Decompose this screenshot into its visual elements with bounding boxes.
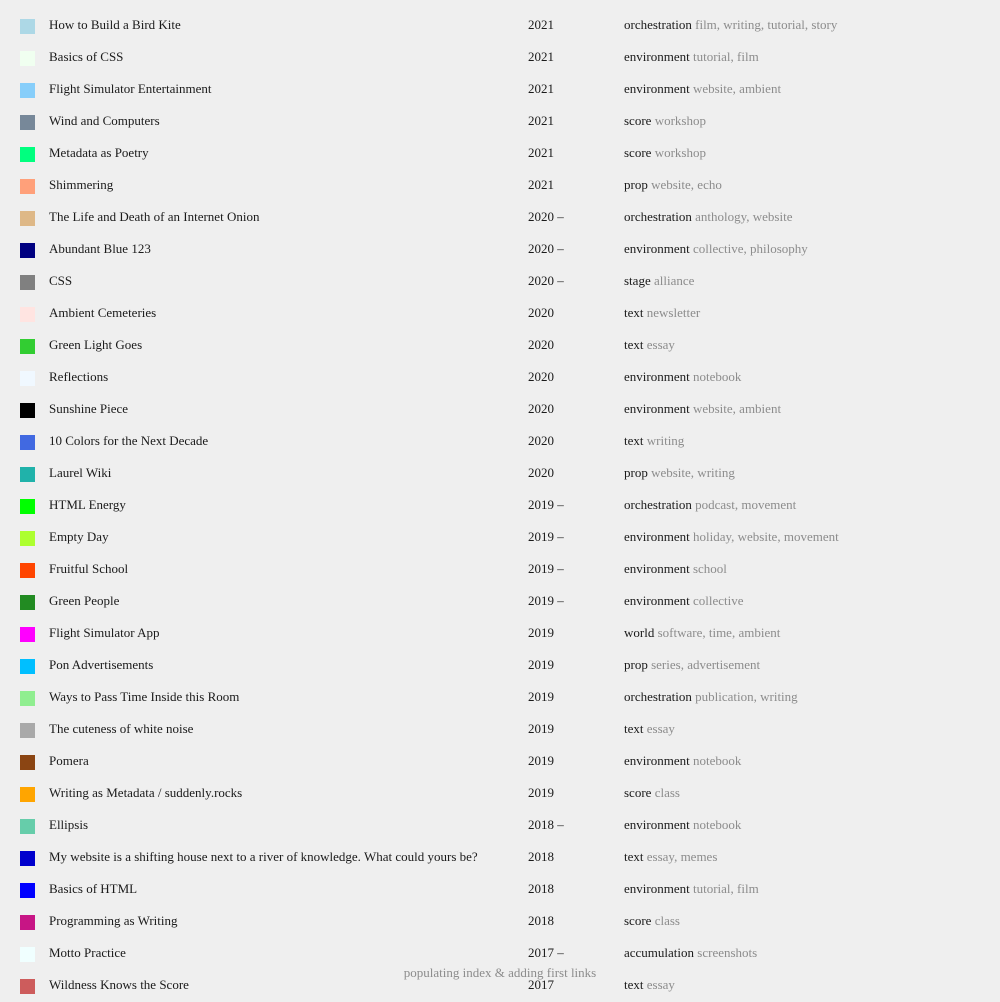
project-subtags: film, writing, tutorial, story <box>695 17 838 32</box>
color-swatch <box>20 691 35 706</box>
project-tags <box>624 913 680 929</box>
index-row[interactable] <box>0 330 1000 362</box>
color-swatch <box>20 627 35 642</box>
project-year: 2021 <box>528 17 554 32</box>
project-category: environment <box>624 49 690 64</box>
project-tags <box>624 785 680 801</box>
project-tags <box>624 657 760 673</box>
project-year: 2019 – <box>528 561 564 576</box>
project-category: prop <box>624 465 648 480</box>
project-tags <box>624 753 741 769</box>
project-year: 2019 – <box>528 593 564 608</box>
project-category: environment <box>624 81 690 96</box>
project-title-link[interactable]: Green People <box>49 593 120 608</box>
project-year: 2020 <box>528 369 554 384</box>
index-row[interactable] <box>0 74 1000 106</box>
index-row[interactable] <box>0 842 1000 874</box>
index-row[interactable] <box>0 554 1000 586</box>
project-title-link[interactable]: Abundant Blue 123 <box>49 241 151 256</box>
project-tags <box>624 17 837 33</box>
project-category: environment <box>624 593 690 608</box>
project-subtags: writing <box>646 433 685 448</box>
color-swatch <box>20 275 35 290</box>
project-category: text <box>624 849 644 864</box>
index-row[interactable] <box>0 682 1000 714</box>
project-subtags: workshop <box>654 145 706 160</box>
project-tags <box>624 561 727 577</box>
project-year: 2020 <box>528 401 554 416</box>
project-year: 2017 – <box>528 945 564 960</box>
project-title-link[interactable]: Motto Practice <box>49 945 126 960</box>
project-category: text <box>624 305 644 320</box>
color-swatch <box>20 371 35 386</box>
project-tags <box>624 113 706 129</box>
color-swatch <box>20 83 35 98</box>
index-row[interactable] <box>0 10 1000 42</box>
project-category: score <box>624 145 652 160</box>
project-tags <box>624 49 759 65</box>
project-category: environment <box>624 529 690 544</box>
project-subtags: screenshots <box>697 945 758 960</box>
project-tags <box>624 721 675 737</box>
color-swatch <box>20 755 35 770</box>
project-subtags: notebook <box>692 753 742 768</box>
project-category: environment <box>624 753 690 768</box>
color-swatch <box>20 51 35 66</box>
project-title-link[interactable]: Sunshine Piece <box>49 401 129 416</box>
project-subtags: alliance <box>653 273 695 288</box>
project-category: text <box>624 337 644 352</box>
project-subtags: class <box>654 913 680 928</box>
project-title-link[interactable]: CSS <box>49 273 73 288</box>
index-row[interactable] <box>0 426 1000 458</box>
project-tags <box>624 305 700 321</box>
project-year: 2019 <box>528 785 554 800</box>
project-title-link[interactable]: HTML Energy <box>49 497 126 512</box>
project-subtags: podcast, movement <box>695 497 797 512</box>
project-category: environment <box>624 369 690 384</box>
project-tags <box>624 625 780 641</box>
project-title-link[interactable]: Flight Simulator Entertainment <box>49 81 212 96</box>
project-title-link[interactable]: Empty Day <box>49 529 109 544</box>
index-row[interactable] <box>0 106 1000 138</box>
project-subtags: anthology, website <box>695 209 793 224</box>
project-tags <box>624 881 759 897</box>
project-tags <box>624 273 694 289</box>
project-year: 2020 <box>528 337 554 352</box>
project-subtags: essay, memes <box>646 849 718 864</box>
color-swatch <box>20 883 35 898</box>
project-year: 2017 <box>528 977 554 992</box>
project-year: 2020 – <box>528 209 564 224</box>
project-subtags: website, ambient <box>692 81 782 96</box>
project-title-link[interactable]: Metadata as Poetry <box>49 145 149 160</box>
project-subtags: series, advertisement <box>651 657 761 672</box>
project-category: environment <box>624 241 690 256</box>
project-year: 2019 <box>528 625 554 640</box>
index-row[interactable] <box>0 810 1000 842</box>
project-category: score <box>624 785 652 800</box>
index-row[interactable] <box>0 202 1000 234</box>
project-tags <box>624 209 793 225</box>
color-swatch <box>20 19 35 34</box>
project-subtags: collective <box>692 593 744 608</box>
color-swatch <box>20 531 35 546</box>
index-row[interactable] <box>0 906 1000 938</box>
project-tags <box>624 145 706 161</box>
color-swatch <box>20 947 35 962</box>
project-category: prop <box>624 177 648 192</box>
project-tags <box>624 945 757 961</box>
index-row[interactable] <box>0 298 1000 330</box>
project-title-link[interactable]: My website is a shifting house next to a river of knowledge. What could yours be? <box>49 849 478 864</box>
project-title-link[interactable]: Flight Simulator App <box>49 625 160 640</box>
index-row[interactable] <box>0 170 1000 202</box>
project-tags <box>624 817 741 833</box>
color-swatch <box>20 659 35 674</box>
project-year: 2021 <box>528 113 554 128</box>
project-year: 2019 <box>528 657 554 672</box>
project-category: orchestration <box>624 209 692 224</box>
index-row[interactable] <box>0 970 1000 1002</box>
project-category: environment <box>624 881 690 896</box>
project-category: score <box>624 913 652 928</box>
project-title-link[interactable]: Wildness Knows the Score <box>49 977 189 992</box>
project-index-list <box>0 10 1000 1002</box>
project-category: world <box>624 625 655 640</box>
project-title-link[interactable]: Programming as Writing <box>49 913 178 928</box>
project-tags <box>624 849 717 865</box>
project-tags <box>624 177 722 193</box>
project-title-link[interactable]: Ways to Pass Time Inside this Room <box>49 689 240 704</box>
project-title-link[interactable]: Green Light Goes <box>49 337 143 352</box>
project-title-link[interactable]: Basics of CSS <box>49 49 124 64</box>
color-swatch <box>20 499 35 514</box>
project-tags <box>624 337 675 353</box>
project-category: orchestration <box>624 497 692 512</box>
project-category: environment <box>624 401 690 416</box>
project-subtags: newsletter <box>646 305 701 320</box>
project-year: 2021 <box>528 145 554 160</box>
index-row[interactable] <box>0 42 1000 74</box>
index-row[interactable] <box>0 362 1000 394</box>
color-swatch <box>20 115 35 130</box>
color-swatch <box>20 563 35 578</box>
project-tags <box>624 689 798 705</box>
project-subtags: notebook <box>692 369 742 384</box>
project-subtags: school <box>692 561 727 576</box>
project-tags <box>624 241 808 257</box>
project-title-link[interactable]: Fruitful School <box>49 561 129 576</box>
project-category: environment <box>624 817 690 832</box>
project-year: 2018 <box>528 849 554 864</box>
project-year: 2018 – <box>528 817 564 832</box>
project-category: score <box>624 113 652 128</box>
project-subtags: tutorial, film <box>692 49 759 64</box>
project-subtags: tutorial, film <box>692 881 759 896</box>
project-tags <box>624 593 744 609</box>
color-swatch <box>20 787 35 802</box>
color-swatch <box>20 435 35 450</box>
color-swatch <box>20 851 35 866</box>
project-title-link[interactable]: Basics of HTML <box>49 881 138 896</box>
index-row[interactable] <box>0 746 1000 778</box>
project-title-link[interactable]: Ambient Cemeteries <box>49 305 157 320</box>
index-row[interactable] <box>0 234 1000 266</box>
project-subtags: holiday, website, movement <box>692 529 839 544</box>
color-swatch <box>20 979 35 994</box>
project-year: 2021 <box>528 177 554 192</box>
color-swatch <box>20 915 35 930</box>
index-row[interactable] <box>0 650 1000 682</box>
index-row[interactable] <box>0 138 1000 170</box>
project-year: 2020 <box>528 465 554 480</box>
loading-status-text: populating index & adding first links <box>403 965 597 980</box>
index-row[interactable] <box>0 714 1000 746</box>
project-year: 2020 – <box>528 273 564 288</box>
project-tags <box>624 369 741 385</box>
project-category: orchestration <box>624 689 692 704</box>
color-swatch <box>20 211 35 226</box>
project-title-link[interactable]: Ellipsis <box>49 817 89 832</box>
project-title-link[interactable]: Pomera <box>49 753 89 768</box>
index-row[interactable] <box>0 938 1000 970</box>
project-title-link[interactable]: Shimmering <box>49 177 114 192</box>
project-year: 2018 <box>528 913 554 928</box>
project-year: 2018 <box>528 881 554 896</box>
project-year: 2020 <box>528 433 554 448</box>
project-tags <box>624 497 796 513</box>
project-category: accumulation <box>624 945 695 960</box>
color-swatch <box>20 243 35 258</box>
project-subtags: software, time, ambient <box>657 625 781 640</box>
project-category: text <box>624 977 644 992</box>
project-year: 2021 <box>528 49 554 64</box>
color-swatch <box>20 147 35 162</box>
color-swatch <box>20 467 35 482</box>
index-row[interactable] <box>0 522 1000 554</box>
project-title-link[interactable]: The Life and Death of an Internet Onion <box>49 209 260 224</box>
project-category: stage <box>624 273 651 288</box>
index-row[interactable] <box>0 266 1000 298</box>
project-year: 2019 – <box>528 497 564 512</box>
project-tags <box>624 81 781 97</box>
index-row[interactable] <box>0 778 1000 810</box>
project-subtags: workshop <box>654 113 706 128</box>
project-subtags: essay <box>646 977 675 992</box>
project-title-link[interactable]: Laurel Wiki <box>49 465 112 480</box>
project-subtags: website, writing <box>651 465 735 480</box>
index-row[interactable] <box>0 618 1000 650</box>
project-subtags: class <box>654 785 680 800</box>
project-year: 2019 – <box>528 529 564 544</box>
project-title-link[interactable]: How to Build a Bird Kite <box>49 17 181 32</box>
project-year: 2019 <box>528 753 554 768</box>
project-subtags: essay <box>646 337 675 352</box>
project-category: orchestration <box>624 17 692 32</box>
project-year: 2020 – <box>528 241 564 256</box>
project-subtags: website, ambient <box>692 401 782 416</box>
project-subtags: notebook <box>692 817 742 832</box>
color-swatch <box>20 179 35 194</box>
project-title-link[interactable]: Pon Advertisements <box>49 657 154 672</box>
project-year: 2019 <box>528 689 554 704</box>
project-subtags: essay <box>646 721 675 736</box>
project-tags <box>624 465 735 481</box>
project-category: text <box>624 721 644 736</box>
project-title-link[interactable]: Reflections <box>49 369 109 384</box>
project-year: 2020 <box>528 305 554 320</box>
project-tags <box>624 529 839 545</box>
project-year: 2019 <box>528 721 554 736</box>
project-title-link[interactable]: 10 Colors for the Next Decade <box>49 433 209 448</box>
project-category: prop <box>624 657 648 672</box>
project-tags <box>624 977 675 993</box>
color-swatch <box>20 723 35 738</box>
color-swatch <box>20 595 35 610</box>
index-row[interactable] <box>0 586 1000 618</box>
project-title-link[interactable]: Writing as Metadata / suddenly.rocks <box>49 785 243 800</box>
project-subtags: publication, writing <box>695 689 798 704</box>
color-swatch <box>20 819 35 834</box>
index-row[interactable] <box>0 458 1000 490</box>
color-swatch <box>20 339 35 354</box>
project-category: environment <box>624 561 690 576</box>
project-tags <box>624 401 781 417</box>
project-tags <box>624 433 684 449</box>
index-row[interactable] <box>0 394 1000 426</box>
color-swatch <box>20 307 35 322</box>
color-swatch <box>20 403 35 418</box>
project-category: text <box>624 433 644 448</box>
project-subtags: collective, philosophy <box>692 241 808 256</box>
index-row[interactable] <box>0 874 1000 906</box>
project-year: 2021 <box>528 81 554 96</box>
project-title-link[interactable]: Wind and Computers <box>49 113 160 128</box>
project-title-link[interactable]: The cuteness of white noise <box>49 721 194 736</box>
index-row[interactable] <box>0 490 1000 522</box>
project-subtags: website, echo <box>651 177 722 192</box>
